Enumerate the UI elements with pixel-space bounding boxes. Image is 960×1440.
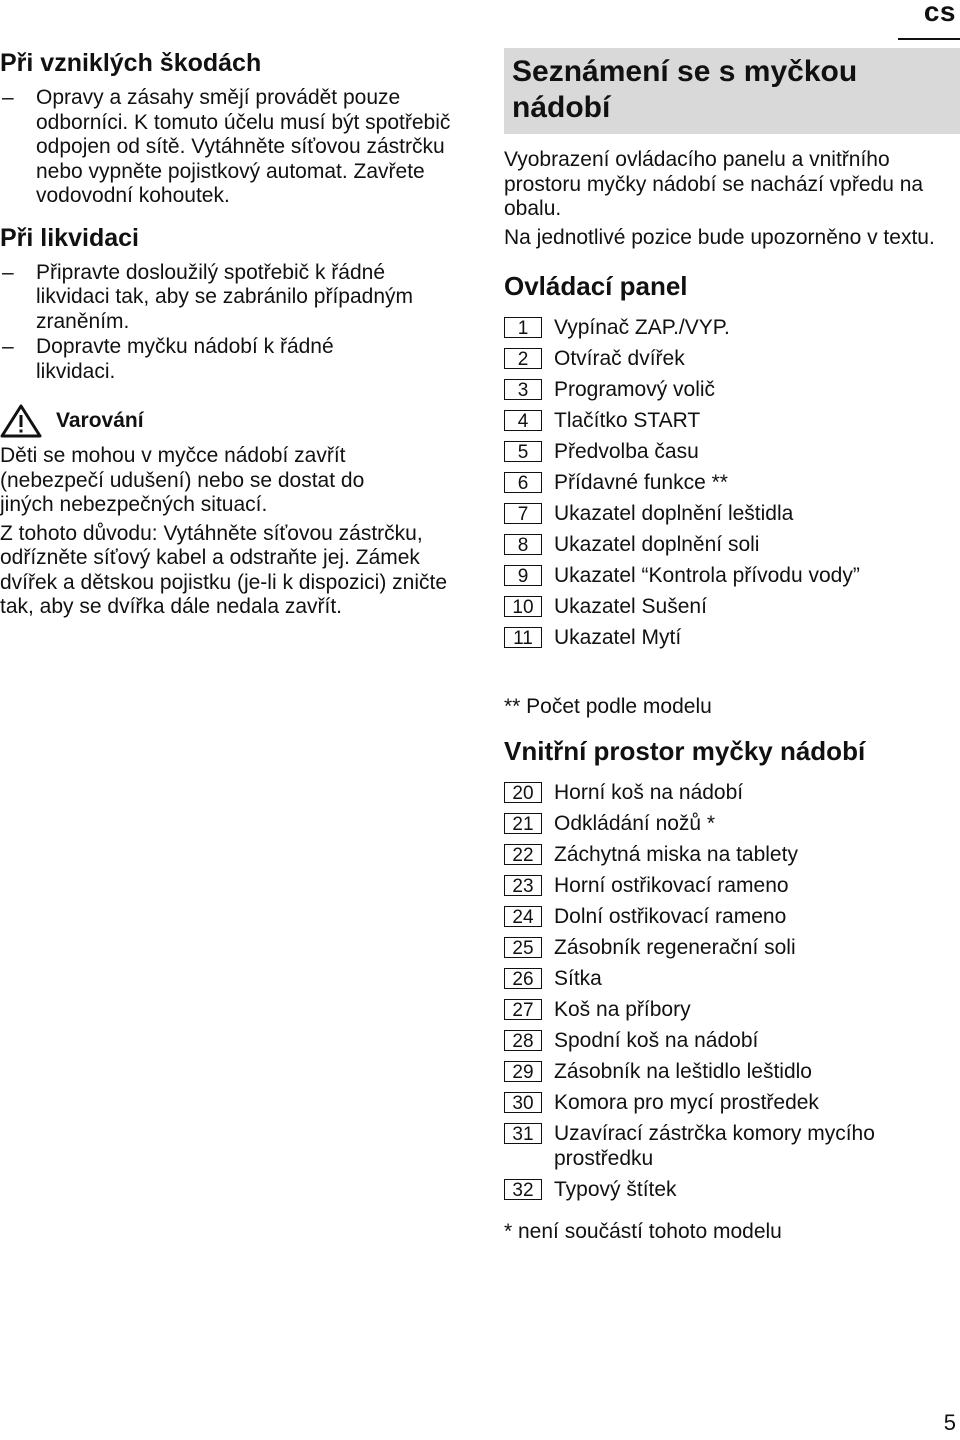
interior-list — [504, 781, 960, 1202]
item-label: Horní ostřikovací rameno — [554, 874, 789, 897]
list-item — [504, 595, 960, 620]
item-label: Ukazatel “Kontrola přívodu vody” — [554, 564, 860, 587]
list-item — [504, 409, 960, 434]
language-code: cs — [923, 0, 956, 27]
item-number: 3 — [504, 379, 542, 400]
item-number: 24 — [504, 906, 542, 927]
item-number: 11 — [504, 627, 542, 648]
footnote: ** Počet podle modelu — [504, 694, 712, 718]
item-label: Uzavírací zástrčka komory mycího prostředku — [554, 1122, 875, 1170]
warning-header — [0, 404, 460, 438]
right-column — [504, 48, 960, 1245]
item-number: 23 — [504, 875, 542, 896]
language-tag — [898, 0, 960, 40]
item-label: Sítka — [554, 967, 602, 990]
item-number: 26 — [504, 968, 542, 989]
item-number: 6 — [504, 472, 542, 493]
list-item — [504, 564, 960, 589]
list-item — [504, 1091, 960, 1116]
item-label: Komora pro mycí prostředek — [554, 1091, 819, 1114]
item-label: Záchytná miska na tablety — [554, 843, 798, 866]
warning-text: Děti se mohou v myčce nádobí zavřít (nebezpečí udušení) nebo se dostat do jiných nebezpečných situací. — [0, 444, 365, 516]
item-label: Zásobník regenerační soli — [554, 936, 796, 959]
list-item — [504, 843, 960, 868]
warning-text: Z tohoto důvodu: Vytáhněte síťovou zástrčku, odřízněte síťový kabel a odstraňte jej. Zámek dvířek a dětskou pojistku (je-li k dispozici) zničte tak, aby se dvířka dále nedala zavřít. — [0, 521, 448, 618]
item-label: Dolní ostřikovací rameno — [554, 905, 787, 928]
item-label: Přídavné funkce ** — [554, 471, 728, 494]
item-number: 4 — [504, 410, 542, 431]
section-title: Seznámení se s myčkou nádobí — [512, 55, 858, 124]
list-item — [504, 781, 960, 806]
intro-text: Na jednotlivé pozice bude upozorněno v textu. — [504, 225, 935, 249]
list-item: – Opravy a zásahy smějí provádět pouze odborníci. K tomuto účelu musí být spotřebič odpojen od sítě. Vytáhněte síťovou zástrčku nebo vypněte pojistkový automat. Zavřete vodovodní kohoutek. — [0, 86, 460, 209]
warning-triangle-icon — [0, 404, 42, 438]
item-number: 5 — [504, 441, 542, 462]
list-item — [504, 812, 960, 837]
list-item — [504, 1060, 960, 1085]
disposal-heading: Při likvidaci — [0, 223, 139, 252]
item-number: 27 — [504, 999, 542, 1020]
list-item — [504, 316, 960, 341]
list-item: – Dopravte myčku nádobí k řádné likvidaci. — [0, 335, 460, 384]
item-label: Předvolba času — [554, 440, 699, 463]
list-item — [504, 874, 960, 899]
item-label: Ukazatel Mytí — [554, 626, 682, 649]
list-item — [504, 967, 960, 992]
control-panel-heading: Ovládací panel — [504, 271, 688, 301]
item-number: 2 — [504, 348, 542, 369]
item-label: Ukazatel doplnění soli — [554, 533, 760, 556]
interior-heading: Vnitřní prostor myčky nádobí — [504, 736, 866, 766]
item-number: 30 — [504, 1092, 542, 1113]
item-label: Koš na příbory — [554, 998, 691, 1021]
page-number: 5 — [943, 1410, 956, 1435]
list-item — [504, 626, 960, 651]
item-number: 21 — [504, 813, 542, 834]
item-number: 20 — [504, 782, 542, 803]
item-label: Otvírač dvířek — [554, 347, 685, 370]
section-banner — [504, 48, 960, 134]
item-label: Odkládání nožů * — [554, 812, 716, 835]
list-item — [504, 905, 960, 930]
item-number: 9 — [504, 565, 542, 586]
item-number: 25 — [504, 937, 542, 958]
list-item: – Připravte dosloužilý spotřebič k řádné likvidaci tak, aby se zabránilo případným zraněním. — [0, 261, 460, 335]
warning-label: Varování — [56, 409, 144, 432]
list-item — [504, 502, 960, 527]
list-item — [504, 936, 960, 961]
left-column — [0, 48, 460, 620]
list-item — [504, 1178, 960, 1203]
item-number: 8 — [504, 534, 542, 555]
item-label: Horní koš na nádobí — [554, 781, 744, 804]
item-number: 7 — [504, 503, 542, 524]
item-number: 31 — [504, 1123, 542, 1144]
list-item — [504, 347, 960, 372]
item-number: 1 — [504, 317, 542, 338]
item-label: Ukazatel doplnění leštidla — [554, 502, 794, 525]
item-number: 32 — [504, 1179, 542, 1200]
disposal-list — [0, 261, 460, 385]
list-item — [504, 998, 960, 1023]
list-item — [504, 1122, 960, 1171]
list-item — [504, 440, 960, 465]
item-label: Typový štítek — [554, 1177, 677, 1201]
intro-text: Vyobrazení ovládacího panelu a vnitřního prostoru myčky nádobí se nachází vpředu na obalu. — [504, 148, 924, 220]
item-label: Zásobník na leštidlo leštidlo — [554, 1060, 812, 1083]
list-item — [504, 1029, 960, 1054]
item-number: 22 — [504, 844, 542, 865]
item-label: Programový volič — [554, 378, 716, 401]
item-number: 29 — [504, 1061, 542, 1082]
list-item — [504, 471, 960, 496]
list-item — [504, 378, 960, 403]
item-label: Spodní koš na nádobí — [554, 1029, 759, 1052]
item-label: Ukazatel Sušení — [554, 595, 707, 618]
damage-list — [0, 86, 460, 209]
item-label: Tlačítko START — [554, 409, 701, 432]
item-number: 28 — [504, 1030, 542, 1051]
footnote: * není součástí tohoto modelu — [504, 1220, 782, 1243]
item-number: 10 — [504, 596, 542, 617]
list-item — [504, 533, 960, 558]
damage-heading: Při vzniklých škodách — [0, 49, 262, 77]
control-panel-list — [504, 316, 960, 651]
item-label: Vypínač ZAP./VYP. — [554, 316, 730, 339]
